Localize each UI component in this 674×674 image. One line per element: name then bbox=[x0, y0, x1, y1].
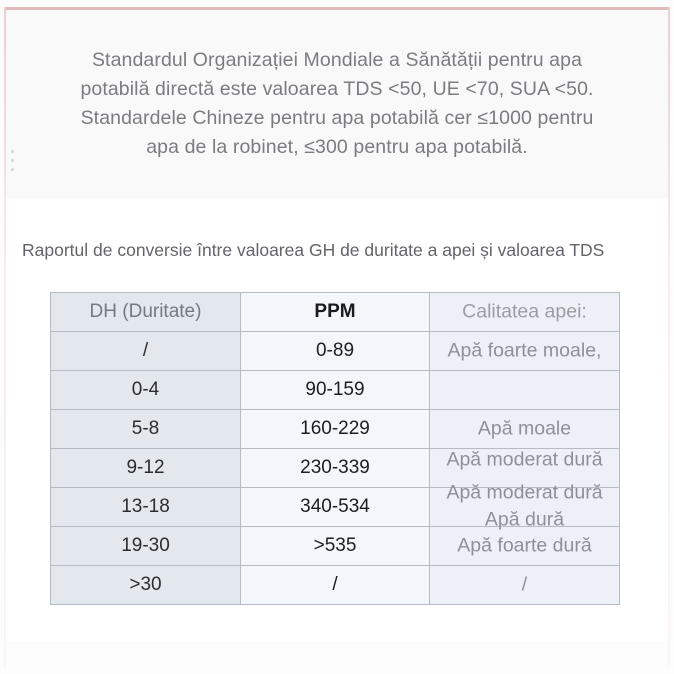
cell-ppm: >535 bbox=[241, 527, 430, 566]
quality-label: Apă foarte dură bbox=[457, 534, 592, 557]
cell-quality bbox=[430, 508, 620, 566]
table-row bbox=[51, 410, 620, 449]
table-header-row bbox=[51, 293, 620, 332]
cell-quality bbox=[430, 566, 620, 605]
cell-ppm: 0-89 bbox=[241, 332, 430, 371]
right-accent-rule bbox=[668, 7, 670, 667]
quality-label: Apă foarte moale, bbox=[447, 339, 602, 362]
content-card bbox=[6, 199, 668, 641]
intro-paragraph bbox=[23, 46, 651, 162]
cell-ppm: / bbox=[241, 566, 430, 605]
cell-ppm: 340-534 bbox=[241, 488, 430, 527]
scan-artifact-dot bbox=[11, 150, 14, 153]
cell-ppm: 230-339 bbox=[241, 449, 430, 488]
header-cell-dh: DH (Duritate) bbox=[51, 293, 241, 332]
cell-quality bbox=[430, 332, 620, 371]
table-row bbox=[51, 371, 620, 410]
scan-artifact-dot bbox=[11, 159, 14, 162]
cell-quality bbox=[430, 371, 620, 410]
cell-quality bbox=[430, 481, 620, 527]
cell-dh: 0-4 bbox=[51, 371, 241, 410]
table-body bbox=[51, 293, 620, 605]
quality-label: Apă moale bbox=[477, 417, 572, 440]
cell-ppm: 160-229 bbox=[241, 410, 430, 449]
quality-label: Apă moderat dură bbox=[446, 481, 603, 504]
cell-dh: 13-18 bbox=[51, 488, 241, 527]
scan-artifact-dot bbox=[11, 168, 14, 171]
table-row bbox=[51, 566, 620, 605]
intro-line-2: potabilă directă este valoarea TDS <50, UE <70, SUA <50. bbox=[80, 78, 594, 100]
intro-line-1: Standardul Organizației Mondiale a Sănătății pentru apa bbox=[91, 49, 583, 71]
table-row bbox=[51, 449, 620, 488]
quality-label: Apă dură bbox=[484, 508, 565, 531]
hardness-table-wrapper bbox=[50, 292, 620, 596]
quality-label: / bbox=[521, 573, 528, 596]
cell-dh: 19-30 bbox=[51, 527, 241, 566]
table-caption: Raportul de conversie între valoarea GH de duritate a apei și valoarea TDS bbox=[22, 240, 605, 260]
header-cell-quality bbox=[430, 293, 620, 332]
cell-quality bbox=[430, 449, 620, 488]
cell-dh: / bbox=[51, 332, 241, 371]
intro-banner bbox=[6, 10, 668, 198]
cell-ppm: 90-159 bbox=[241, 371, 430, 410]
hardness-conversion-table bbox=[50, 292, 620, 605]
table-row bbox=[51, 527, 620, 566]
table-row bbox=[51, 488, 620, 527]
cell-dh: 5-8 bbox=[51, 410, 241, 449]
intro-line-3: Standardele Chineze pentru apa potabilă cer ≤1000 pentru bbox=[80, 107, 594, 129]
table-row bbox=[51, 332, 620, 371]
cell-quality bbox=[430, 410, 620, 449]
intro-line-4: apa de la robinet, ≤300 pentru apa potabilă. bbox=[146, 136, 528, 158]
cell-dh: >30 bbox=[51, 566, 241, 605]
cell-dh: 9-12 bbox=[51, 449, 241, 488]
header-quality-label: Calitatea apei: bbox=[462, 300, 587, 323]
header-cell-ppm: PPM bbox=[241, 293, 430, 332]
quality-label: Apă moderat dură bbox=[446, 448, 603, 471]
